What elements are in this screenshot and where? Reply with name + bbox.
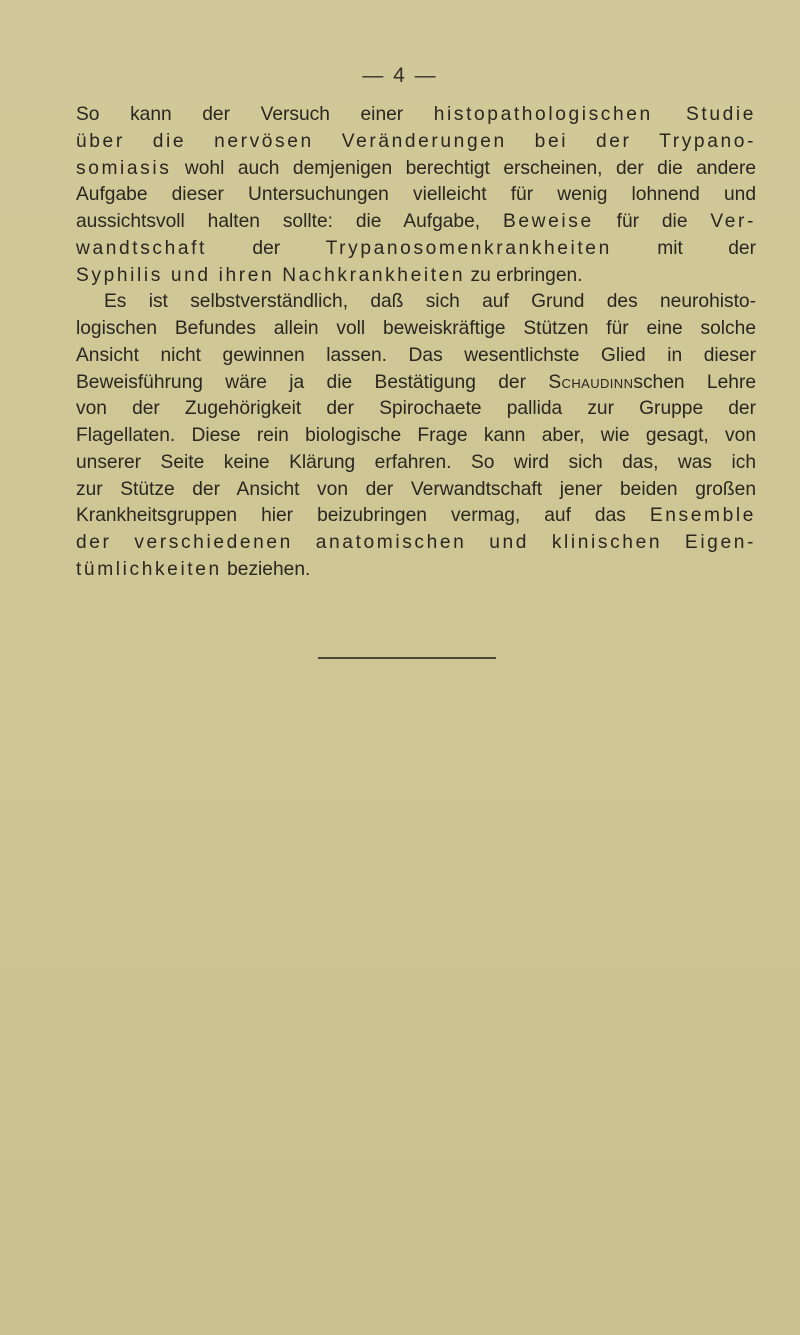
emphasized-text: somiasis (76, 157, 172, 179)
text-span: wohl auch demjenigen berechtigt erscheinen, der die andere (171, 157, 756, 179)
emphasized-text: wandtschaft (76, 237, 207, 259)
emphasized-text: Beweise (502, 211, 594, 232)
emphasized-text: der verschiedenen anatomischen und klinischen Eigen- (76, 532, 756, 553)
emphasized-text: Ver- (710, 211, 756, 232)
text-span: Es ist selbstverständlich, daß sich auf Grund des neurohisto- (104, 291, 756, 313)
text-line (76, 236, 756, 263)
text-span: zur Stütze der Ansicht von der Verwandtschaft jener beiden großen (76, 478, 756, 500)
text-span: Beweisführung wäre ja die Bestätigung der (76, 371, 549, 393)
text-line (76, 557, 756, 584)
text-span: für die (593, 211, 711, 232)
text-line (76, 182, 756, 209)
text-span: zu erbringen. (465, 264, 583, 286)
text-span: mit der (611, 237, 756, 259)
text-span: schen Lehre (633, 371, 756, 393)
text-span: So kann der Versuch einer (76, 104, 434, 125)
text-line (76, 450, 756, 477)
text-span: unserer Seite keine Klärung erfahren. So wird sich das, was ich (76, 451, 756, 473)
emphasized-text: histopathologischen Studie (433, 104, 756, 125)
text-line (76, 370, 756, 397)
text-line (76, 263, 756, 290)
text-span: der (207, 237, 326, 259)
text-span: aussichtsvoll halten sollte: die Aufgabe, (76, 211, 503, 232)
emphasized-text: tümlichkeiten (76, 558, 222, 580)
text-span: Krankheitsgruppen hier beizubringen vermag, auf das (76, 505, 650, 527)
text-span: von der Zugehörigkeit der Spirochaete pallida zur Gruppe der (76, 398, 756, 420)
text-span: Aufgabe dieser Untersuchungen vielleicht für wenig lohnend und (76, 184, 756, 206)
text-line (76, 156, 756, 183)
body-text (76, 102, 756, 584)
text-line (76, 477, 756, 504)
text-line (76, 530, 756, 557)
text-line (76, 396, 756, 423)
text-line (76, 289, 756, 316)
emphasized-text: Ensemble (649, 505, 756, 527)
emphasized-text: Syphilis und ihren Nachkrankheiten (76, 264, 466, 286)
text-span: beziehen. (221, 558, 311, 580)
text-line (76, 343, 756, 370)
emphasized-text: über die nervösen Veränderungen bei der Trypano- (76, 130, 756, 152)
page-number: — 4 — (362, 64, 438, 87)
emphasized-text: Trypanosomenkrankheiten (325, 237, 612, 259)
text-span: Ansicht nicht gewinnen lassen. Das wesentlichste Glied in dieser (76, 344, 756, 366)
author-name: Schaudinn (548, 371, 634, 393)
text-line (76, 102, 756, 129)
text-line (76, 209, 756, 236)
text-span: Flagellaten. Diese rein biologische Frage kann aber, wie gesagt, von (76, 425, 756, 446)
text-line (76, 503, 756, 530)
text-span: logischen Befundes allein voll beweiskräftige Stützen für eine solche (76, 318, 756, 339)
text-line (76, 423, 756, 450)
text-line (76, 316, 756, 343)
text-line (76, 129, 756, 156)
section-divider (318, 657, 496, 659)
